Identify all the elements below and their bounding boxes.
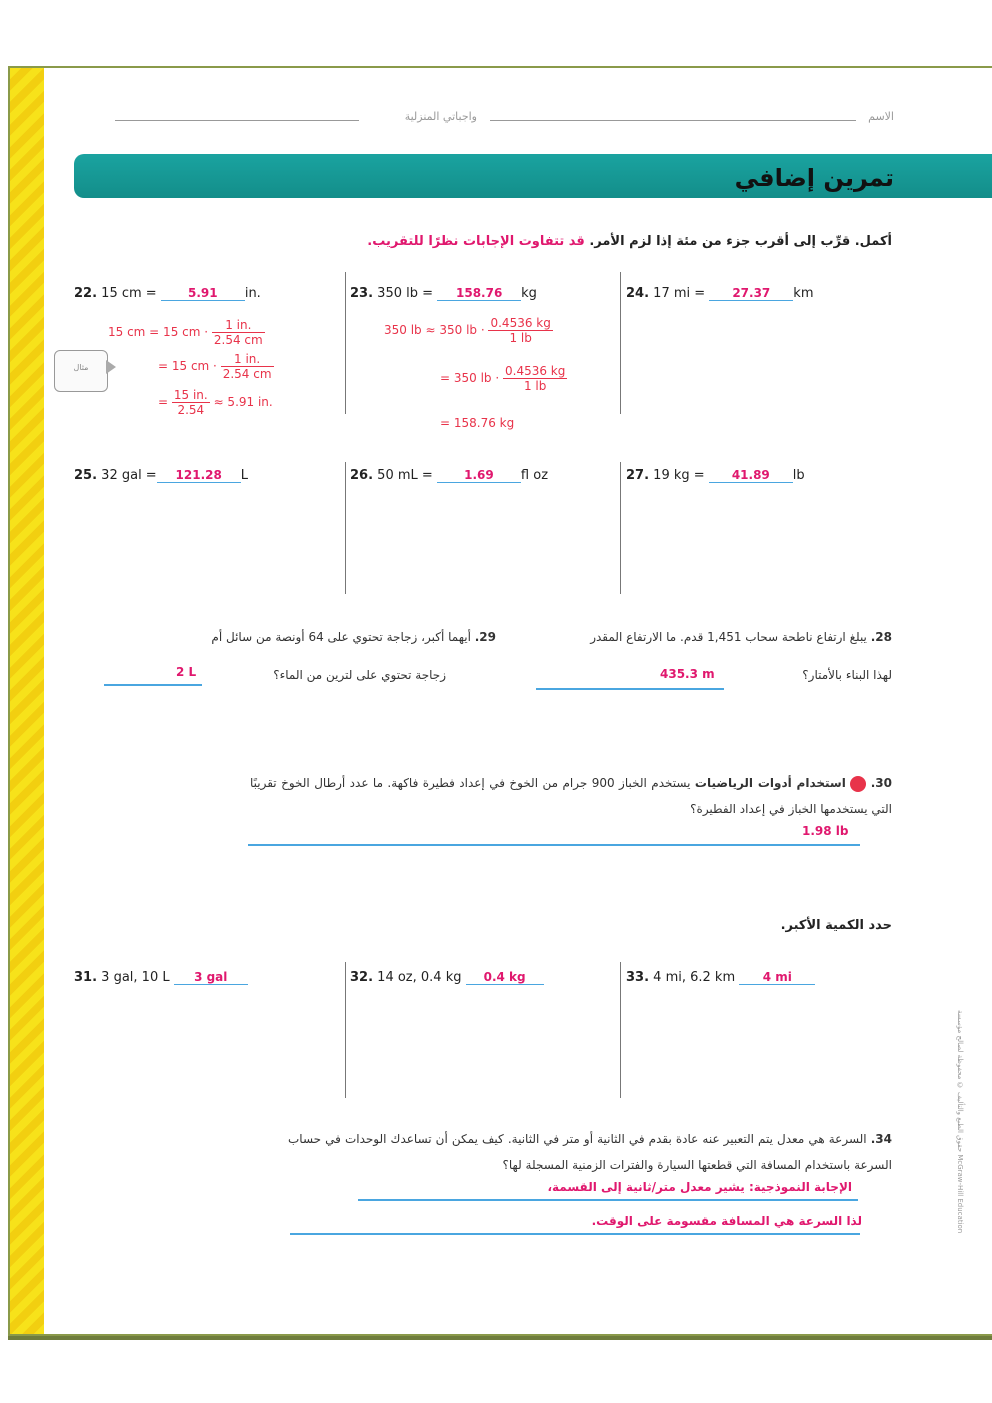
page-bottom-rule <box>8 1336 992 1340</box>
divider <box>345 462 346 594</box>
problem-22: 22. 15 cm = 5.91 in. <box>74 286 261 301</box>
homework-label: واجباتي المنزلية <box>404 110 477 123</box>
instructions-main: أكمل. قرِّب إلى أقرب جزء من مئة إذا لزم الأمر. <box>589 234 892 249</box>
problem-31: 31. 3 gal, 10 L 3 gal <box>74 970 248 985</box>
answer-line[interactable] <box>536 688 724 690</box>
answer-field[interactable]: 0.4 kg <box>466 971 544 985</box>
divider <box>620 272 621 414</box>
answer-line[interactable] <box>358 1199 858 1201</box>
arrow-icon <box>106 360 116 374</box>
work-line: 350 lb ≈ 350 lb · $\frac{0.4536 kg}{1 lb}$ <box>384 316 551 345</box>
answer-field[interactable]: 5.91 <box>161 287 245 301</box>
divider <box>345 962 346 1098</box>
name-label: الاسم <box>868 110 894 123</box>
work-line: = 158.76 kg <box>440 416 515 430</box>
name-line[interactable] <box>490 120 856 121</box>
answer-field[interactable]: 27.37 <box>709 287 793 301</box>
problem-33: 33. 4 mi, 6.2 km 4 mi <box>626 970 815 985</box>
answer-29: 2 L <box>176 665 197 679</box>
problem-28-line2: لهذا البناء بالأمتار؟ <box>802 668 892 682</box>
problem-29: 29. أيهما أكبر، زجاجة تحتوي على 64 أونصة من سائل أم <box>211 630 496 644</box>
instructions-note: قد تتفاوت الإجابات نظرًا للتقريب. <box>367 234 585 249</box>
problem-27: 27. 19 kg = 41.89 lb <box>626 468 805 483</box>
section-title: حدد الكمية الأكبر. <box>780 918 892 933</box>
work-line: = 15 cm · $\frac{1 in.}{2.54 cm}$ <box>158 352 272 381</box>
problem-25: 25. 32 gal = 121.28 L <box>74 468 248 483</box>
homework-line <box>115 120 359 121</box>
answer-line[interactable] <box>248 844 860 846</box>
answer-field[interactable]: 1.69 <box>437 469 521 483</box>
work-line: = 350 lb · $\frac{0.4536 kg}{1 lb}$ <box>440 364 566 393</box>
problem-34: 34. السرعة هي معدل يتم التعبير عنه عادة بقدم في الثانية أو متر في الثانية. كيف يمكن أن تساعدك الوحدات في حساب السرعة باستخدام المسافة التي قطعتها السيارة والفترات الزمنية المسجلة لها؟ <box>288 1132 892 1172</box>
answer-line[interactable] <box>104 684 202 686</box>
work-line: = $\frac{15 in.}{2.54}$ ≈ 5.91 in. <box>158 388 273 417</box>
divider <box>620 462 621 594</box>
answer-30: 1.98 lb <box>802 824 849 838</box>
tools-icon <box>850 776 866 792</box>
problem-23: 23. 350 lb = 158.76 kg <box>350 286 537 301</box>
answer-field[interactable]: 4 mi <box>739 971 815 985</box>
divider <box>620 962 621 1098</box>
problem-29-line2: زجاجة تحتوي على لترين من الماء؟ <box>273 668 446 682</box>
example-icon: مثال <box>54 350 108 392</box>
problem-28: 28. يبلغ ارتفاع ناطحة سحاب 1,451 قدم. ما الارتفاع المقدر <box>590 630 892 644</box>
problem-24: 24. 17 mi = 27.37 km <box>626 286 814 301</box>
problem-32: 32. 14 oz, 0.4 kg 0.4 kg <box>350 970 544 985</box>
copyright-credit: حقوق الطبع والتأليف © محفوظة لصالح مؤسسة McGraw-Hill Education <box>956 1010 964 1234</box>
problem-26: 26. 50 mL = 1.69 fl oz <box>350 468 549 483</box>
divider <box>345 272 346 414</box>
answer-28: 435.3 m <box>660 667 715 681</box>
answer-line[interactable] <box>290 1233 860 1235</box>
answer-field[interactable]: 121.28 <box>157 469 241 483</box>
side-stripe <box>10 68 44 1334</box>
answer-34-line2: لذا السرعة هي المسافة مقسومة على الوقت. <box>591 1214 862 1228</box>
answer-field[interactable]: 158.76 <box>437 287 521 301</box>
answer-34-line1: الإجابة النموذجية: يشير معدل متر/ثانية إلى القسمة، <box>547 1180 852 1194</box>
problem-30: 30. استخدام أدوات الرياضيات يستخدم الخباز 900 جرام من الخوخ في إعداد فطيرة فاكهة. ما عدد أرطال الخوخ تقريبًا التي يستخدمها الخباز في إعداد الفطيرة؟ <box>250 776 892 816</box>
answer-field[interactable]: 41.89 <box>709 469 793 483</box>
instructions <box>367 234 892 249</box>
answer-field[interactable]: 3 gal <box>174 971 248 985</box>
work-line: 15 cm = 15 cm · $\frac{1 in.}{2.54 cm}$ <box>108 318 263 347</box>
page-title: تمرين إضافي <box>734 164 894 192</box>
